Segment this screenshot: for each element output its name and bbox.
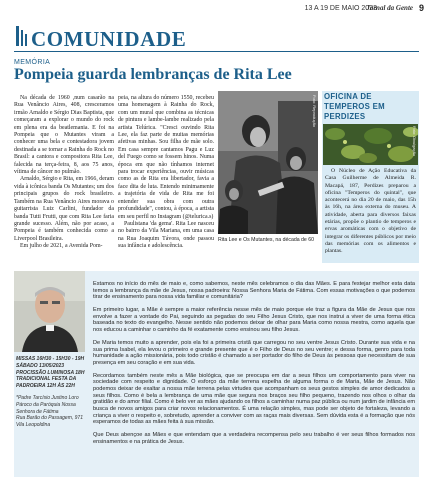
schedule-line: TRADICIONAL FESTA DA: [16, 376, 77, 383]
signature-line: Rua Barão do Passagem, 971: [16, 415, 83, 422]
schedule-line: MISSAS 16H30 - 15H30 - 19H: [16, 356, 85, 362]
herbs-photo: [323, 124, 418, 165]
paragraph: Na década de 1960 ,num casarão na Rua Venâncio Aires, 408, cresceramos irmão Arnaldo e Sérgio Dias Baptista, que começaram a explorar o mundo do rock em plena era da beatlemania. E foi na Pompeia que o Mutantes viram a conhecer uma bela e contestadora jovem destinada a se tornar a Rainha do Rock no Brasil: a cantora e compositora Rita Lee, falecida na terça-feira, 8, aos 75 anos, vítima de câncer no pulmão.: [14, 95, 114, 176]
signature-line: Vila Leopoldina: [16, 422, 51, 429]
page-number: 9: [418, 3, 424, 13]
paragraph: Em julho de 2021, a Avenida Pom-: [20, 243, 103, 250]
author-signature: [16, 395, 86, 429]
paragraph: peia, na altura do número 1550, recebeu uma homenagem à Rainha do Rock, com um mural que combina as técnicas de pintura e lambe-lambe realizado pela artista Telúrica. "Cresci ouvindo Rita Lee, ela faz parte de muitas memórias afetivas minhas. Sou filha de mãe solo. Em casa sempre cantamos Pagu e Luz del Fuego como se fossem hinos. Numa época em que não tínhamos internet para trocar experiências, ouvir músicas como as de Rita era libertador, favia a face dita de luta. Entendo minimamente a trajetória de vida de Rita me foi entender sua obra com outra profundidade", contou, à época, a artista em seu perfil no Instagram (@telurica.s): [118, 95, 214, 220]
schedule-line: SÁBADO 13/05/2023: [16, 362, 65, 369]
mass-schedule: [16, 356, 86, 429]
pastoral-article: [93, 281, 415, 452]
page-header: [0, 0, 429, 22]
paragraph: Que Deus abençoe as Mães e que entendam que a verdadeira recompensa pelo seu trabalho é ver seus filhos formados nos ensinamentos e na prática de Jesus.: [93, 432, 415, 445]
article-kicker: MEMÓRIA: [14, 59, 51, 66]
article-column-1: [14, 95, 114, 251]
schedule-line: PADROEIRA 12H ÀS 22H: [16, 383, 75, 390]
article-headline: Pompeia guarda lembranças de Rita Lee: [14, 66, 292, 83]
article-column-2: [118, 95, 214, 251]
photo-credit: Foto: Reprodução: [312, 95, 317, 128]
priest-photo: [14, 271, 85, 352]
section-title: COMUNIDADE: [31, 27, 187, 51]
paragraph: De Maria temos muito a aprender, pois ela foi a primeira cristã que carregou no seu ventre Jesus Cristo. Durante sua vida e na sua prima Isabel, ela levou o primeiro e grande presente que é o Filho de Deus no seu ventre; e dessa forma, genro para toda humanidade a ação missionária, pois todo cristão é chamado a ser portador do filho de Deus às pessoas que necessitam de sua presença em seu coração e em sua vida.: [93, 339, 415, 366]
signature-line: Senhora de Fátima: [16, 408, 59, 415]
newspaper-name: Jornal da Gente: [366, 4, 413, 12]
mutantes-photo: [218, 91, 318, 234]
issue-date: 13 A 19 DE MAIO 2023: [304, 5, 377, 12]
band-photo-image: [218, 91, 318, 234]
sidebar-title: OFICINA DE TEMPEROS EM PERDIZES: [324, 92, 385, 121]
priest-image: [14, 271, 85, 352]
paragraph: Paulistana 'da gema'. Rita Lee nasceu no bairro da Vila Mariana, em uma casa na Rua Joaquim Távora, onde passou sua infância e adolescência.: [118, 220, 214, 250]
herbs-image: [323, 124, 418, 165]
section-header: [14, 22, 419, 52]
paragraph: Em primeiro lugar, a Mãe é sempre a maior referência nesse mês de maio porque ele traz a figura da Mãe de Jesus que nos envolve a fazer a vontade do Pai, seguindo as pegadas do seu Filho Jesus Cristo, que nos instrui a viver de uma forma ética baseada no texto do evangelho. Nesse sentido não podemos deixar de olhar para Maria como nossa mestra, como aquela que nos educou a caminhar o caminho da fé exatamente como ensinou seu filho Jesus.: [93, 307, 415, 334]
paragraph: Recordamos também neste mês a Mãe biológica, que se preocupa em dar a seus filhos um comportamento para viver na sociedade com respeito e dignidade. O esforço da mãe terrena espelha de alguma forma o de Maria, Mãe de Jesus. Não podemos deixar de exaltar a nossa mãe terrena pelas virtudes que acompanham os seus gestos simples de amor dedicados a seus filhos. Como é bela a lembrança de uma mãe que segura nos braços seu filho pequeno, trazendo nos olhos o olhar da gratidão e do amor filial. Como é belo ver as mães ajudando os filhos a caminhar numa paz pública ou num jardim de infância em busca de novos amigos para criar novos relacionamentos. É uma relação simples, mas pode ser objeto de fortaleza, levando a criança a viver o respeito e, sobretudo, aprender a conviver com as raças mais diversas. Sem dúvida esta é a formação que nós esperamos de todas as mães feita à sua missão.: [93, 372, 415, 426]
photo-caption: Rita Lee e Os Mutantes, na década de 60: [218, 237, 315, 243]
paragraph: Estamos no início do mês de maio e, como sabemos, neste mês celebramos o dia das Mães. E para festejar melhor esta data temos a lembrança da mãe de Jesus, nossa padroeira: Nossa Senhora Maria de Fátima. Com essas motivações o que podemos tirar de ensinamento para nossa vida familiar e comunitária?: [93, 281, 415, 301]
sidebar-text: O Núcleo de Ação Educativa da Casa Guilherme de Almeida R. Macapá, 187, Perdizes preparou a oficina "Temperos do quintal", que acontecerá no dia 20 de maio, das 15h às 16h, na área externa do museu. A atividade, aberta para diversos faixas etárias, propõe o plantio de temperos e ervas aromáticas com o objetivo de integrar os diferentes públicos por meio das memórias com os alimentos e plantas.: [325, 168, 416, 255]
sidebar-photo-credit: Foto: Divulgação: [412, 126, 417, 157]
schedule-line: PROCISSÃO LUMINOSA 18H: [16, 369, 85, 376]
signature-line: *Padre Tarcísio Justino Loro: [16, 394, 79, 401]
signature-line: Pároco da Paróquia Nossa: [16, 401, 76, 408]
paragraph: Arnaldo, Sérgio e Rita, em 1966, deram vida à icônica banda Os Mutantes; um dos principais grupos do rock brasileiro. Também na Rua Venâncio Aires morava o guitarrista Luiz Carlini, fundador da banda Tutti Frutti, que com Rita Lee faria grande sucesso. Além, não por acaso, a Pompeia é também conhecida como a Liverpool Brasileira.: [14, 176, 114, 242]
section-bar-icon: [16, 26, 28, 46]
